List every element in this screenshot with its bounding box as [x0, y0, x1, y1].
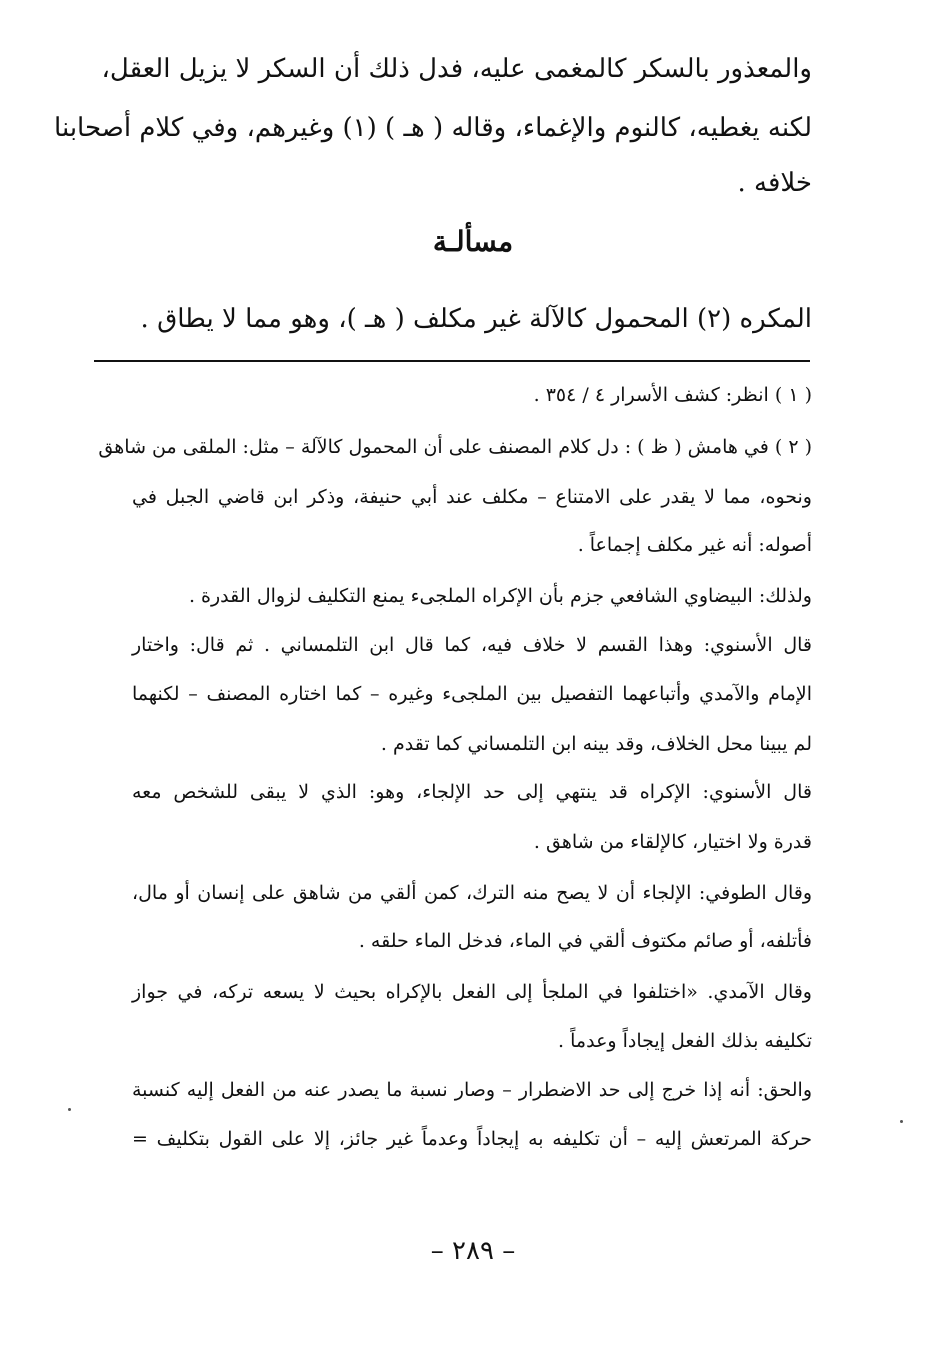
- scan-speck: [68, 1108, 71, 1111]
- footnote-line-4: أصوله: أنه غير مكلف إجماعاً .: [577, 534, 812, 556]
- statement-line: المكره (٢) المحمول كالآلة غير مكلف ( هـ )، وهو مما لا يطاق .: [140, 304, 812, 334]
- footnote-line-14: تكليفه بذلك الفعل إيجاداً وعدماً .: [558, 1030, 812, 1052]
- body-line-1: والمعذور بالسكر كالمغمى عليه، فدل ذلك أن السكر لا يزيل العقل،: [101, 54, 812, 84]
- footnote-line-8: لم يبينا محل الخلاف، وقد بينه ابن التلمساني كما تقدم .: [380, 733, 812, 755]
- footnote-line-7: الإمام والآمدي وأتباعهما التفصيل بين الملجىء وغيره – كما اختاره المصنف – لكنهما: [132, 683, 812, 705]
- footnote-line-1: ( ١ ) انظر: كشف الأسرار ٤ / ٣٥٤ .: [533, 384, 812, 406]
- body-line-2: لكنه يغطيه، كالنوم والإغماء، وقاله ( هـ ) (١) وغيرهم، وفي كلام أصحابنا: [54, 113, 812, 143]
- body-line-3: خلافه .: [737, 168, 812, 198]
- section-heading: مسألـة: [432, 225, 514, 258]
- footnote-line-13: وقال الآمدي. «اختلفوا في الملجأ إلى الفعل بالإكراه بحيث لا يسعه تركه، في جواز: [132, 981, 812, 1003]
- footnote-line-10: قدرة ولا اختيار، كالإلقاء من شاهق .: [533, 831, 812, 853]
- scan-speck: [900, 1120, 903, 1123]
- footnote-line-3: ونحوه، مما لا يقدر على الامتناع – مكلف عند أبي حنيفة، وذكر ابن قاضي الجبل في: [132, 486, 812, 508]
- page-number: – ٢٨٩ –: [430, 1236, 516, 1266]
- footnote-line-2: ( ٢ ) في هامش ( ظ ) : دل كلام المصنف على أن المحمول كالآلة – مثل: الملقى من شاهق: [98, 436, 812, 458]
- footnote-line-15: والحق: أنه إذا خرج إلى حد الاضطرار – وصار نسبة ما يصدر عنه من الفعل إليه كنسبة: [132, 1079, 812, 1101]
- footnote-line-12: فأتلفه، أو صائم مكتوف ألقي في الماء، فدخل الماء حلقه .: [358, 930, 812, 952]
- footnote-line-11: وقال الطوفي: الإلجاء أن لا يصح منه الترك، كمن ألقي من شاهق على إنسان أو مال،: [132, 882, 812, 904]
- footnote-line-6: قال الأسنوي: وهذا القسم لا خلاف فيه، كما قال ابن التلمساني . ثم قال: واختار: [132, 634, 812, 656]
- footnote-line-5: ولذلك: البيضاوي الشافعي جزم بأن الإكراه الملجىء يمنع التكليف لزوال القدرة .: [188, 585, 812, 607]
- footnote-line-9: قال الأسنوي: الإكراه قد ينتهي إلى حد الإلجاء، وهو: الذي لا يبقى للشخص معه: [132, 781, 812, 803]
- footnote-line-16: حركة المرتعش إليه – أن تكليفه به إيجاداً وعدماً غير جائز، إلا على القول بتكليف =: [132, 1128, 812, 1150]
- footnote-separator: [94, 360, 810, 362]
